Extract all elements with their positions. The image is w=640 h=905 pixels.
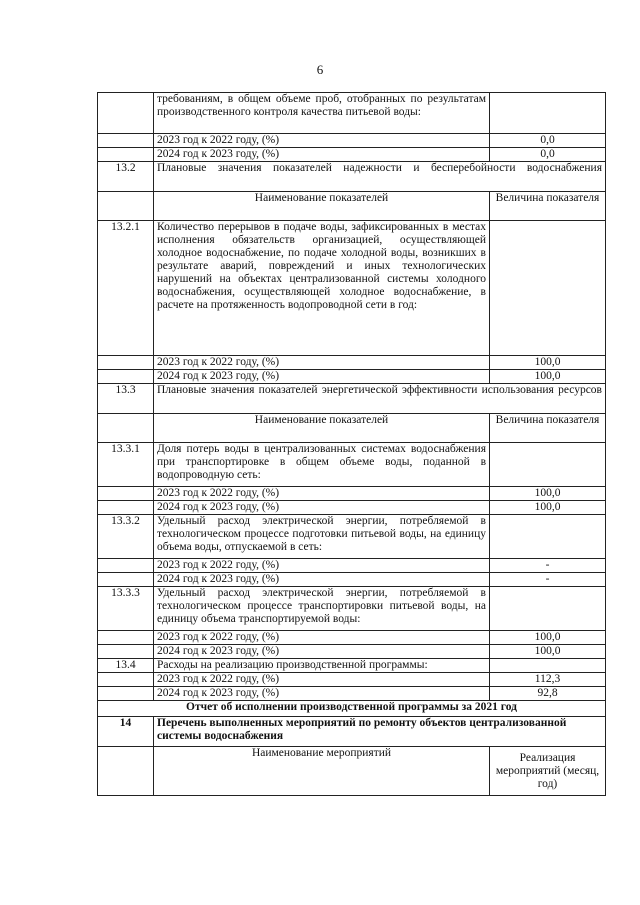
- indicator-text: Доля потерь воды в централизованных системах водоснабжения при транспортировке в общем объеме воды, поданной в водопроводную сеть:: [154, 443, 490, 487]
- section-number: 13.2.1: [98, 221, 154, 356]
- year-label: 2024 год к 2023 году, (%): [154, 148, 490, 162]
- year-label: 2023 год к 2022 году, (%): [154, 134, 490, 148]
- section-number: 13.3.2: [98, 515, 154, 559]
- column-header-value: Величина показателя: [490, 192, 606, 221]
- indicator-value: 100,0: [490, 501, 606, 515]
- header-row: [98, 414, 606, 443]
- year-label: 2024 год к 2023 году, (%): [154, 370, 490, 384]
- table-row: [98, 443, 606, 487]
- report-title-row: [98, 701, 606, 717]
- year-label: 2024 год к 2023 году, (%): [154, 687, 490, 701]
- section-number: 14: [98, 717, 154, 747]
- section-number: 13.3.1: [98, 443, 154, 487]
- column-header-value: Реализация мероприятий (месяц, год): [490, 747, 606, 796]
- section-row: [98, 384, 606, 414]
- table-row: [98, 673, 606, 687]
- year-label: 2023 год к 2022 году, (%): [154, 631, 490, 645]
- section-number: 13.2: [98, 162, 154, 192]
- year-label: 2023 год к 2022 году, (%): [154, 487, 490, 501]
- year-label: 2023 год к 2022 году, (%): [154, 356, 490, 370]
- indicator-text: Расходы на реализацию производственной программы:: [154, 659, 490, 673]
- indicator-value: 112,3: [490, 673, 606, 687]
- table-row: [98, 134, 606, 148]
- section-row: [98, 717, 606, 747]
- year-label: 2024 год к 2023 году, (%): [154, 573, 490, 587]
- table-row: [98, 501, 606, 515]
- year-label: 2024 год к 2023 году, (%): [154, 501, 490, 515]
- section-number: 13.4: [98, 659, 154, 673]
- column-header-name: Наименование мероприятий: [154, 747, 490, 796]
- table-row: [98, 659, 606, 673]
- indicator-value: 92,8: [490, 687, 606, 701]
- page-number: 6: [316, 62, 324, 77]
- indicator-value: -: [490, 573, 606, 587]
- table-row: [98, 687, 606, 701]
- year-label: 2024 год к 2023 году, (%): [154, 645, 490, 659]
- table-row: [98, 148, 606, 162]
- table-row: [98, 573, 606, 587]
- section-row: [98, 162, 606, 192]
- header-row: [98, 747, 606, 796]
- indicator-value: -: [490, 559, 606, 573]
- table-row: [98, 587, 606, 631]
- table-row: [98, 221, 606, 356]
- table-row: [98, 515, 606, 559]
- indicator-value: 100,0: [490, 645, 606, 659]
- indicator-text: Удельный расход электрической энергии, потребляемой в технологическом процессе подготовки питьевой воды, на единицу объема воды, отпускаемой в сеть:: [154, 515, 490, 559]
- indicators-table: [97, 92, 606, 796]
- column-header-value: Величина показателя: [490, 414, 606, 443]
- section-title: Плановые значения показателей надежности и бесперебойности водоснабжения: [154, 162, 606, 192]
- section-title: Перечень выполненных мероприятий по ремонту объектов централизованной системы водоснабжения: [154, 717, 606, 747]
- table-row: [98, 631, 606, 645]
- indicator-value: 100,0: [490, 356, 606, 370]
- indicator-value: 100,0: [490, 487, 606, 501]
- column-header-name: Наименование показателей: [154, 414, 490, 443]
- indicator-text: требованиям, в общем объеме проб, отобранных по результатам производственного контроля качества питьевой воды:: [154, 93, 490, 134]
- column-header-name: Наименование показателей: [154, 192, 490, 221]
- indicator-value: 0,0: [490, 148, 606, 162]
- table-row: [98, 645, 606, 659]
- header-row: [98, 192, 606, 221]
- table-row: [98, 487, 606, 501]
- year-label: 2023 год к 2022 году, (%): [154, 559, 490, 573]
- table-row: [98, 356, 606, 370]
- section-number: 13.3: [98, 384, 154, 414]
- table-row: [98, 93, 606, 134]
- year-label: 2023 год к 2022 году, (%): [154, 673, 490, 687]
- table-row: [98, 370, 606, 384]
- section-title: Плановые значения показателей энергетической эффективности использования ресурсов: [154, 384, 606, 414]
- indicator-value: 100,0: [490, 631, 606, 645]
- indicator-value: 0,0: [490, 134, 606, 148]
- indicator-text: Количество перерывов в подаче воды, зафиксированных в местах исполнения обязательств организацией, осуществляющей холодное водоснабжение, по подаче холодной воды, возникших в результате аварий, повреждений и иных технологических нарушений на объектах централизованной системы холодного водоснабжения, осуществляющей холодное водоснабжение, в расчете на протяженность водопроводной сети в год:: [154, 221, 490, 356]
- indicator-value: 100,0: [490, 370, 606, 384]
- table-row: [98, 559, 606, 573]
- section-number: 13.3.3: [98, 587, 154, 631]
- report-title: Отчет об исполнении производственной программы за 2021 год: [98, 701, 606, 717]
- indicator-text: Удельный расход электрической энергии, потребляемой в технологическом процессе транспортировки питьевой воды, на единицу объема транспортируемой воды:: [154, 587, 490, 631]
